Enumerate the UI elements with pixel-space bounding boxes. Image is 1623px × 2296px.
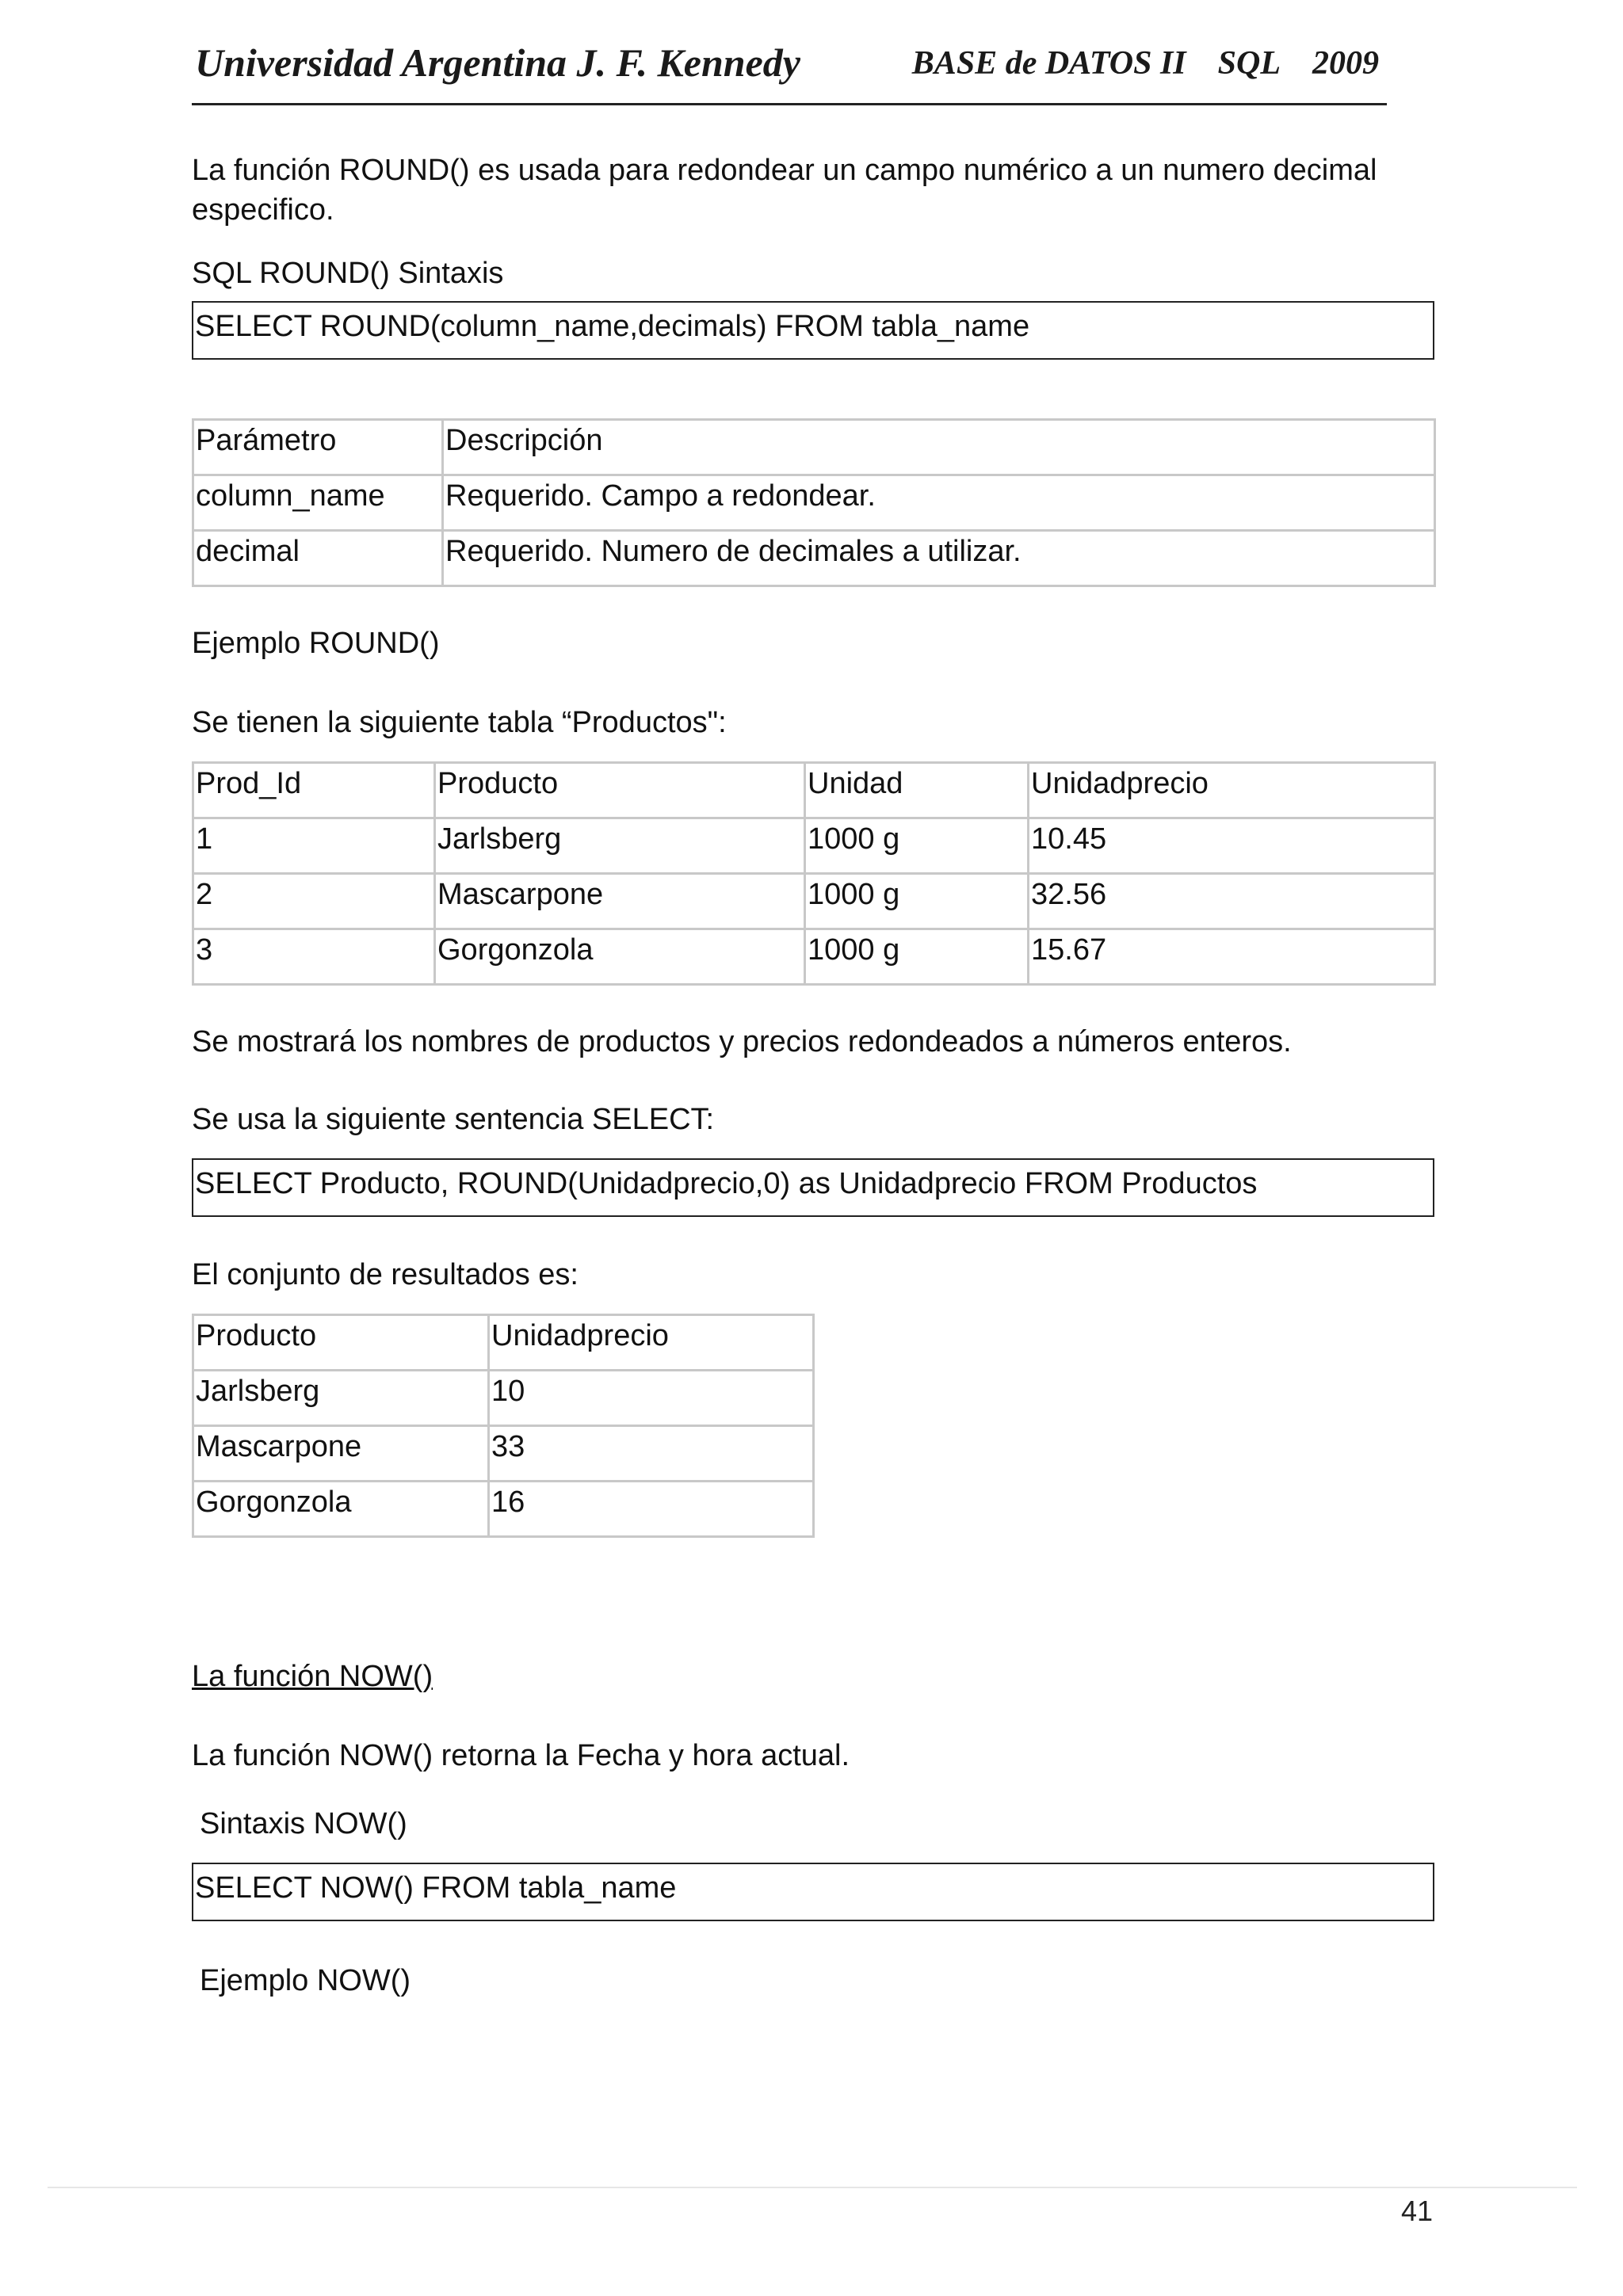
page-content — [192, 151, 1436, 2000]
products-table-intro: Se tienen la siguiente tabla “Productos": — [192, 706, 727, 739]
table-cell: 10 — [489, 1371, 814, 1426]
table-header-cell: Unidad — [805, 763, 1029, 818]
page-header — [192, 32, 1387, 105]
table-cell: 2 — [193, 874, 435, 929]
table-row — [193, 475, 1435, 531]
round-example-title: Ejemplo ROUND() — [192, 627, 440, 660]
round-explanation: Se mostrará los nombres de productos y precios redondeados a números enteros. — [192, 1025, 1292, 1058]
table-header-row — [193, 763, 1435, 818]
round-syntax-code: SELECT ROUND(column_name,decimals) FROM tabla_name — [192, 301, 1434, 360]
table-cell: 1000 g — [805, 929, 1029, 985]
table-cell: decimal — [193, 531, 443, 586]
table-header-cell: Producto — [193, 1315, 489, 1371]
table-cell: 1 — [193, 818, 435, 874]
table-cell: 10.45 — [1029, 818, 1435, 874]
university-name: Universidad Argentina J. F. Kennedy — [195, 40, 800, 85]
table-row — [193, 818, 1435, 874]
table-cell: 1000 g — [805, 818, 1029, 874]
table-cell: 32.56 — [1029, 874, 1435, 929]
result-table — [192, 1314, 815, 1538]
table-row — [193, 1426, 814, 1482]
table-header-row — [193, 1315, 814, 1371]
table-cell: 33 — [489, 1426, 814, 1482]
table-row — [193, 1482, 814, 1537]
table-header-cell: Parámetro — [193, 420, 443, 475]
header-course-info — [880, 44, 1379, 82]
round-intro: La función ROUND() es usada para redondear un campo numérico a un numero decimal especifico. — [192, 154, 1377, 227]
table-row — [193, 531, 1435, 586]
table-header-cell: Producto — [435, 763, 805, 818]
now-syntax-code: SELECT NOW() FROM tabla_name — [192, 1863, 1434, 1921]
table-row — [193, 874, 1435, 929]
table-row — [193, 929, 1435, 985]
table-header-cell: Unidadprecio — [489, 1315, 814, 1371]
table-header-cell: Prod_Id — [193, 763, 435, 818]
table-cell: Gorgonzola — [193, 1482, 489, 1537]
table-cell: Requerido. Numero de decimales a utilizar. — [443, 531, 1435, 586]
table-header-cell: Descripción — [443, 420, 1435, 475]
table-cell: 16 — [489, 1482, 814, 1537]
page-number: 41 — [1401, 2195, 1434, 2227]
footer-divider — [48, 2187, 1577, 2188]
round-syntax-title: SQL ROUND() Sintaxis — [192, 257, 504, 290]
now-intro: La función NOW() retorna la Fecha y hora actual. — [192, 1739, 850, 1772]
now-example-title: Ejemplo NOW() — [200, 1964, 411, 1997]
table-cell: Mascarpone — [435, 874, 805, 929]
course-year: 2009 — [1312, 45, 1379, 82]
table-row — [193, 1371, 814, 1426]
params-table — [192, 418, 1436, 587]
table-cell: 1000 g — [805, 874, 1029, 929]
course-topic: SQL — [1217, 45, 1281, 82]
course-name: BASE de DATOS II — [911, 45, 1186, 82]
products-table — [192, 761, 1436, 986]
table-cell: Mascarpone — [193, 1426, 489, 1482]
select-intro: Se usa la siguiente sentencia SELECT: — [192, 1103, 715, 1136]
now-syntax-title: Sintaxis NOW() — [200, 1807, 407, 1840]
table-header-row — [193, 420, 1435, 475]
table-cell: 3 — [193, 929, 435, 985]
table-cell: Jarlsberg — [193, 1371, 489, 1426]
table-header-cell: Unidadprecio — [1029, 763, 1435, 818]
table-cell: 15.67 — [1029, 929, 1435, 985]
select-code: SELECT Producto, ROUND(Unidadprecio,0) as Unidadprecio FROM Productos — [192, 1158, 1434, 1217]
table-cell: Requerido. Campo a redondear. — [443, 475, 1435, 531]
result-intro: El conjunto de resultados es: — [192, 1258, 579, 1291]
table-cell: Jarlsberg — [435, 818, 805, 874]
now-section-title: La función NOW() — [192, 1660, 433, 1693]
table-cell: Gorgonzola — [435, 929, 805, 985]
table-cell: column_name — [193, 475, 443, 531]
